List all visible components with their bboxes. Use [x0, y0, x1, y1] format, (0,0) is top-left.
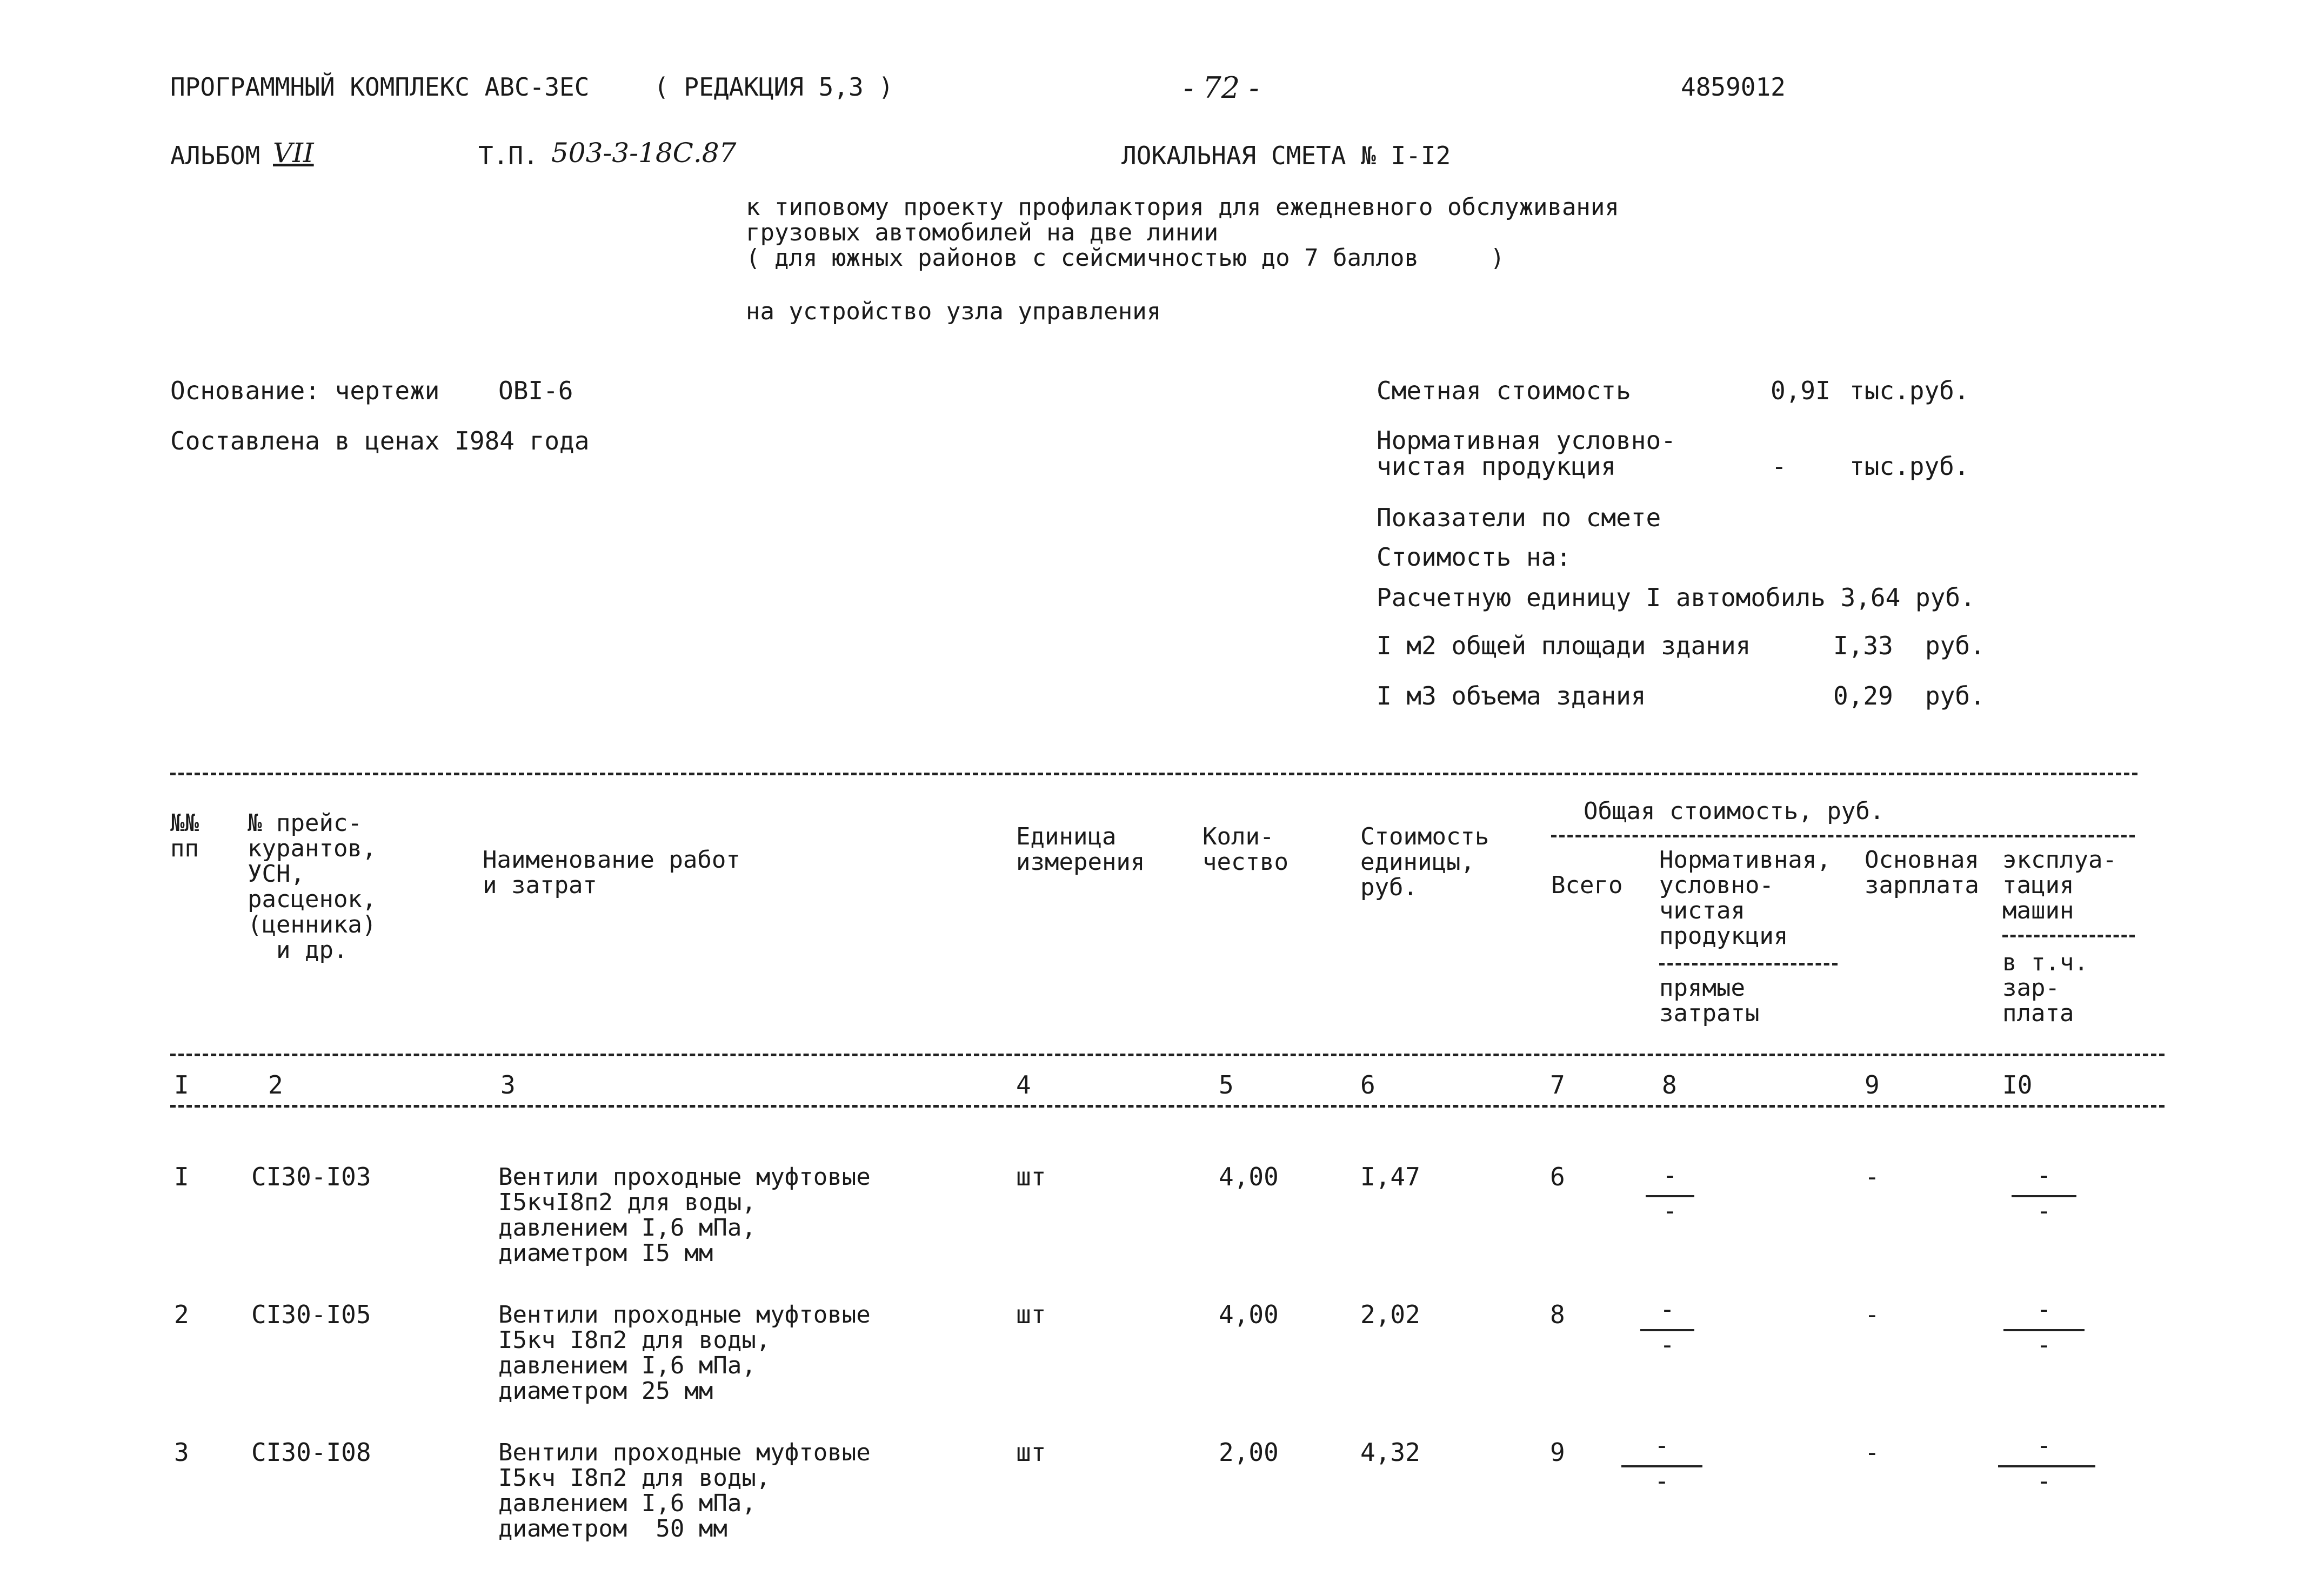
- row-number: 2: [174, 1300, 189, 1329]
- row-number: 3: [174, 1438, 189, 1467]
- norm-label-2: чистая продукция: [1377, 452, 1616, 481]
- machines-top: -: [2036, 1295, 2052, 1324]
- cost-unit: тыс.руб.: [1849, 376, 1969, 405]
- norm-sub-rule: [1659, 963, 1838, 965]
- per-m3-value: 0,29: [1833, 681, 1893, 710]
- column-number: 4: [1016, 1070, 1031, 1099]
- norm-top: -: [1654, 1431, 1669, 1460]
- row-machines-fraction: [1995, 1296, 2093, 1360]
- machines-top: -: [2036, 1431, 2052, 1460]
- row-unit-price: 4,32: [1360, 1438, 1420, 1467]
- column-number: 5: [1219, 1070, 1234, 1099]
- column-numbers-rule: [170, 1105, 2165, 1108]
- row-total: 8: [1550, 1300, 1565, 1329]
- total-group-rule: [1551, 835, 2135, 837]
- header-col8: Нормативная, условно- чистая продукция: [1659, 846, 1831, 950]
- column-number: 9: [1865, 1070, 1880, 1099]
- machines-bottom: -: [2036, 1466, 2052, 1496]
- album-label: АЛЬБОМ: [170, 141, 260, 170]
- header-col7: Всего: [1551, 871, 1623, 899]
- row-wage: -: [1865, 1300, 1880, 1329]
- subject-line-1: к типовому проекту профилактория для ежедневного обслуживания: [746, 193, 1619, 221]
- per-unit-cost: Расчетную единицу I автомобиль 3,64 руб.: [1377, 583, 1975, 612]
- column-number: 2: [268, 1070, 283, 1099]
- tp-number: 503-3-18С.87: [551, 137, 737, 169]
- header-col9: Основная зарплата: [1865, 846, 1979, 899]
- column-number: I0: [2002, 1070, 2033, 1099]
- header-col8-sub: прямые затраты: [1659, 974, 1760, 1027]
- row-name: Вентили проходные муфтовые I5кч I8п2 для воды, давлением I,6 мПа, диаметром 25 мм: [498, 1301, 871, 1405]
- per-m2-label: I м2 общей площади здания: [1377, 631, 1751, 660]
- per-m3-unit: руб.: [1925, 681, 1985, 710]
- norm-unit: тыс.руб.: [1849, 452, 1969, 481]
- album-number: VII: [273, 137, 314, 169]
- program-title: ПРОГРАММНЫЙ КОМПЛЕКС АВС-ЗЕС: [170, 72, 590, 102]
- column-number: 8: [1662, 1070, 1677, 1099]
- norm-top: -: [1662, 1161, 1678, 1190]
- norm-bottom: -: [1660, 1330, 1675, 1359]
- header-col3: Наименование работ и затрат: [483, 846, 740, 899]
- row-name: Вентили проходные муфтовые I5кчI8п2 для воды, давлением I,6 мПа, диаметром I5 мм: [498, 1163, 871, 1267]
- machines-bottom: -: [2036, 1330, 2052, 1359]
- norm-label-1: Нормативная условно-: [1377, 426, 1676, 455]
- table-top-rule: [170, 773, 2137, 775]
- row-quantity: 2,00: [1219, 1438, 1279, 1467]
- norm-value: -: [1772, 452, 1787, 481]
- header-col10-sub: в т.ч. зар- плата: [2002, 949, 2088, 1027]
- header-col1: №№ пп: [170, 809, 199, 862]
- cost-label: Сметная стоимость: [1377, 376, 1631, 405]
- header-col5: Коли- чество: [1203, 823, 1288, 876]
- row-unit: шт: [1016, 1162, 1046, 1191]
- cost-value: 0,9I: [1771, 376, 1831, 405]
- column-number: 6: [1360, 1070, 1375, 1099]
- row-machines-fraction: [1995, 1162, 2093, 1226]
- header-col6: Стоимость единицы, руб.: [1360, 823, 1489, 901]
- subject-line-2: грузовых автомобилей на две линии: [746, 219, 1219, 246]
- row-number: I: [174, 1162, 189, 1191]
- row-total: 9: [1550, 1438, 1565, 1467]
- header-col4: Единица измерения: [1016, 823, 1145, 876]
- header-col2: № прейс- курантов, УСН, расценок, (ценника) и др.: [248, 809, 377, 964]
- machines-top: -: [2036, 1161, 2052, 1190]
- cost-per-label: Стоимость на:: [1377, 542, 1572, 572]
- subject-line-4: на устройство узла управления: [746, 298, 1161, 325]
- basis-prices: Составлена в ценах I984 года: [170, 426, 590, 455]
- norm-bottom: -: [1654, 1466, 1669, 1496]
- row-total: 6: [1550, 1162, 1565, 1191]
- row-machines-fraction: [1995, 1432, 2093, 1497]
- row-quantity: 4,00: [1219, 1300, 1279, 1329]
- machines-bottom: -: [2036, 1196, 2052, 1225]
- header-col10: эксплуа- тация машин: [2002, 846, 2117, 924]
- row-unit-price: I,47: [1360, 1162, 1420, 1191]
- row-norm-fraction: [1621, 1162, 1719, 1226]
- norm-bottom: -: [1662, 1196, 1678, 1225]
- row-quantity: 4,00: [1219, 1162, 1279, 1191]
- column-number: I: [174, 1070, 189, 1099]
- mach-sub-rule: [2002, 935, 2135, 937]
- per-m3-label: I м3 объема здания: [1377, 681, 1646, 710]
- row-name: Вентили проходные муфтовые I5кч I8п2 для воды, давлением I,6 мПа, диаметром 50 мм: [498, 1439, 871, 1543]
- tp-label: Т.П.: [478, 141, 538, 170]
- indicators-label: Показатели по смете: [1377, 503, 1661, 532]
- per-m2-unit: руб.: [1925, 631, 1985, 660]
- header-bottom-rule: [170, 1054, 2165, 1056]
- column-number: 3: [500, 1070, 516, 1099]
- estimate-title: ЛОКАЛЬНАЯ СМЕТА № I-I2: [1121, 141, 1451, 170]
- subject-line-3: ( для южных районов с сейсмичностью до 7 баллов ): [746, 244, 1505, 272]
- row-code: CI30-I05: [251, 1300, 371, 1329]
- per-m2-value: I,33: [1833, 631, 1893, 660]
- norm-top: -: [1660, 1295, 1675, 1324]
- row-unit: шт: [1016, 1300, 1046, 1329]
- row-wage: -: [1865, 1438, 1880, 1467]
- header-total-group: Общая стоимость, руб.: [1584, 797, 1885, 825]
- column-number: 7: [1550, 1070, 1565, 1099]
- row-wage: -: [1865, 1162, 1880, 1191]
- row-code: CI30-I03: [251, 1162, 371, 1191]
- basis-drawings-value: OBI-6: [498, 376, 573, 405]
- row-norm-fraction: [1613, 1432, 1711, 1497]
- row-code: CI30-I08: [251, 1438, 371, 1467]
- row-norm-fraction: [1619, 1296, 1716, 1360]
- page-number: - 72 -: [1184, 71, 1259, 105]
- document-code: 4859012: [1681, 72, 1786, 102]
- row-unit-price: 2,02: [1360, 1300, 1420, 1329]
- basis-drawings-label: Основание: чертежи: [170, 376, 440, 405]
- edition-label: ( РЕДАКЦИЯ 5,3 ): [654, 72, 894, 102]
- row-unit: шт: [1016, 1438, 1046, 1467]
